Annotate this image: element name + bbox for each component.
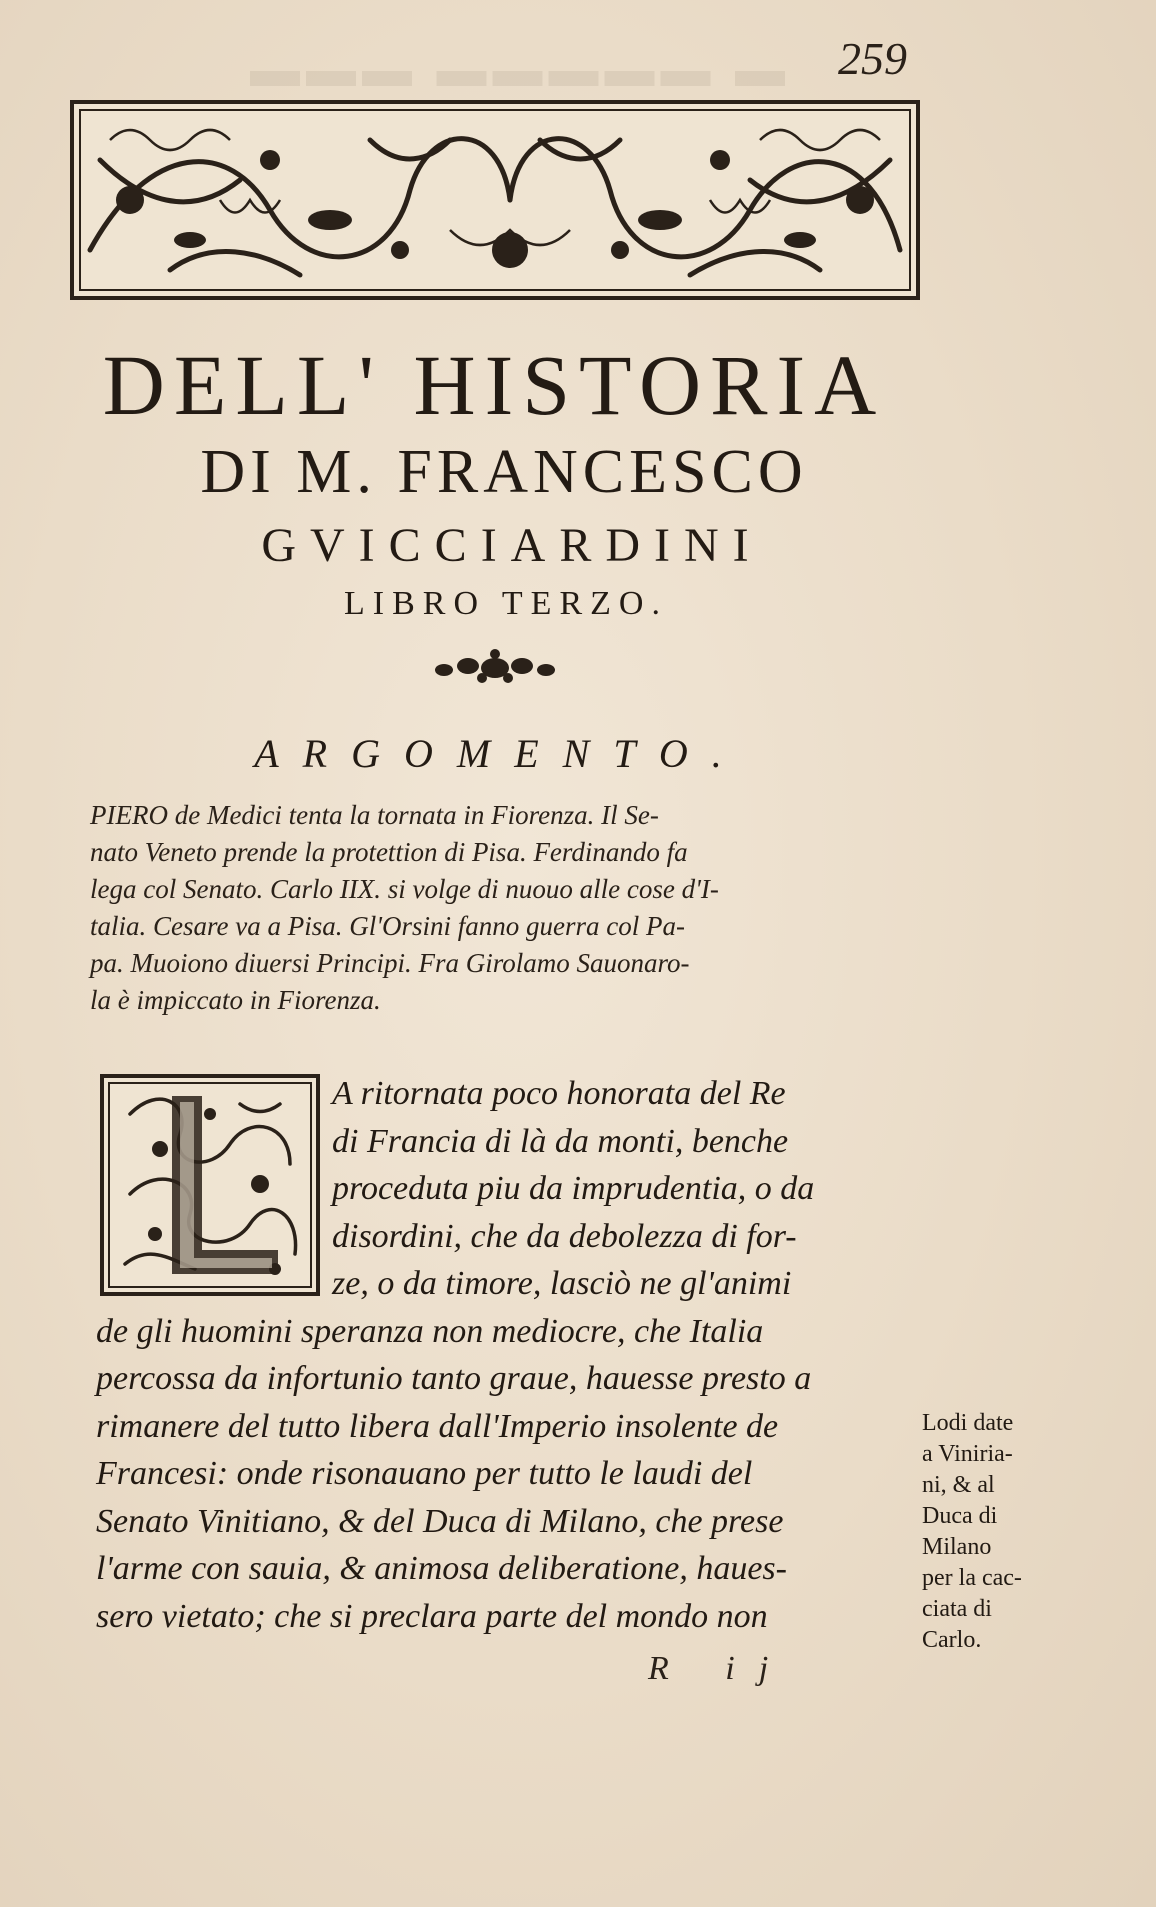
summary-line: lega col Senato. Carlo IIX. si volge di nuouo alle cose d'I- bbox=[90, 874, 719, 904]
body-line: proceduta piu da imprudentia, o da bbox=[332, 1170, 815, 1207]
fleuron-ornament bbox=[430, 646, 560, 690]
title-line-2: DI M. FRANCESCO bbox=[200, 438, 808, 506]
show-through: ▬▬▬ ▬▬▬▬▬ ▬ bbox=[250, 41, 791, 97]
body-line: rimanere del tutto libera dall'Imperio insolente de bbox=[96, 1407, 779, 1445]
body-line: di Francia di là da monti, benche bbox=[332, 1122, 789, 1160]
summary-line: nato Veneto prende la protettion di Pisa. Ferdinando fa bbox=[90, 837, 688, 867]
body-line: sero vietato; che si preclara parte del mondo non bbox=[96, 1597, 768, 1635]
body-line: de gli huomini speranza non mediocre, che Italia bbox=[96, 1312, 764, 1350]
summary-line: la è impiccato in Fiorenza. bbox=[90, 985, 381, 1015]
margin-note-line: Carlo. bbox=[922, 1627, 982, 1653]
signature-mark: R ij bbox=[648, 1650, 793, 1687]
argomento-heading: ARGOMENTO. bbox=[254, 731, 746, 776]
summary-line: PIERO de Medici tenta la tornata in Fiorenza. Il Se- bbox=[90, 800, 659, 830]
body-line: percossa da infortunio tanto graue, hauesse presto a bbox=[96, 1360, 812, 1397]
margin-note-line: Duca di bbox=[922, 1503, 998, 1529]
body-line: ze, o da timore, lasciò ne gl'animi bbox=[332, 1265, 792, 1302]
margin-note-line: Milano bbox=[922, 1534, 992, 1560]
body-text bbox=[96, 1070, 916, 1640]
body-line: l'arme con sauia, & animosa deliberatione, haues- bbox=[96, 1550, 787, 1587]
title-line-4: LIBRO TERZO. bbox=[344, 585, 668, 622]
title-line-1: DELL' HISTORIA bbox=[102, 337, 886, 433]
margin-note-line: ni, & al bbox=[922, 1472, 995, 1498]
margin-note-line: per la cac- bbox=[922, 1565, 1022, 1591]
title-line-3: GVICCIARDINI bbox=[261, 519, 763, 572]
body-line: Senato Vinitiano, & del Duca di Milano, che prese bbox=[96, 1502, 784, 1540]
argomento-summary bbox=[90, 797, 910, 1019]
margin-note-line: a Viniria- bbox=[922, 1441, 1013, 1467]
margin-note-line: Lodi date bbox=[922, 1410, 1014, 1436]
body-line: disordini, che da debolezza di for- bbox=[332, 1217, 797, 1255]
page-number: 259 bbox=[838, 33, 907, 84]
summary-line: talia. Cesare va a Pisa. Gl'Orsini fanno guerra col Pa- bbox=[90, 911, 685, 941]
body-line: Francesi: onde risonauano per tutto le laudi del bbox=[96, 1455, 753, 1492]
body-line: A ritornata poco honorata del Re bbox=[332, 1075, 786, 1112]
margin-note-line: ciata di bbox=[922, 1596, 992, 1622]
ornamental-headpiece bbox=[70, 100, 920, 300]
summary-line: pa. Muoiono diuersi Principi. Fra Girolamo Sauonaro- bbox=[90, 948, 690, 978]
margin-note bbox=[922, 1408, 1062, 1656]
